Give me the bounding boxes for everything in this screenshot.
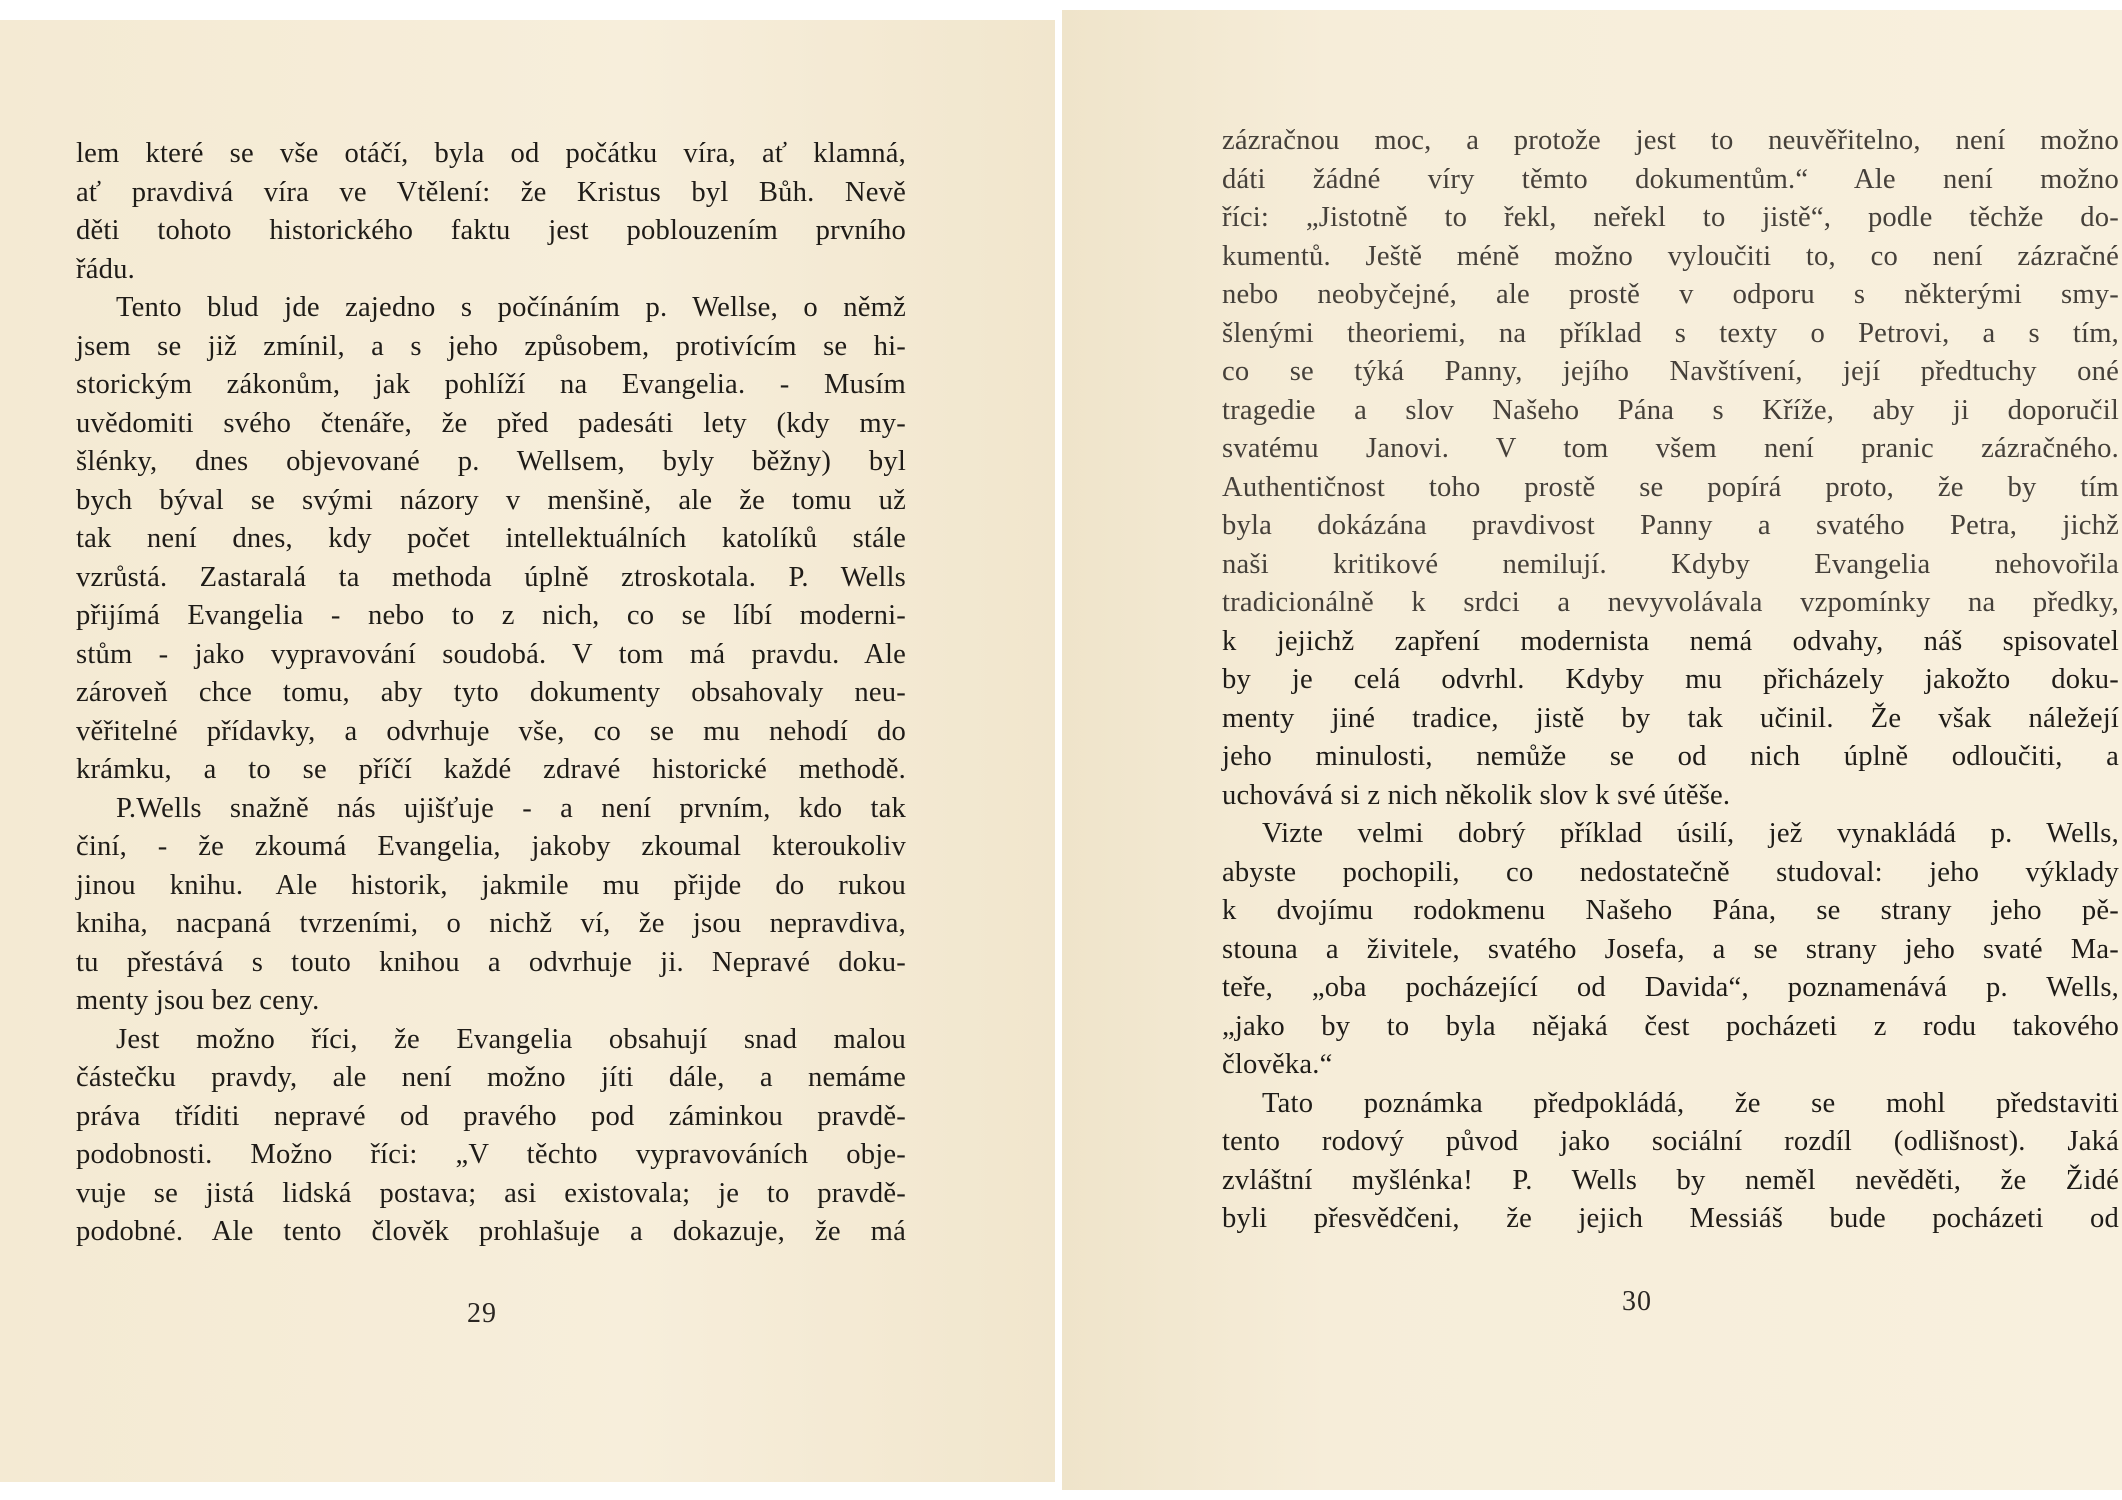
- text-line: práva tříditi nepravé od pravého pod záminkou pravdě-: [76, 1100, 906, 1132]
- text-line: naši kritikové nemilují. Kdyby Evangelia nehovořila: [1222, 548, 2119, 580]
- text-line: zároveň chce tomu, aby tyto dokumenty obsahovaly neu-: [76, 677, 906, 708]
- text-line: kniha, nacpaná tvrzeními, o nichž ví, že jsou nepravdiva,: [76, 908, 906, 939]
- text-line: přijímá Evangelia - nebo to z nich, co se líbí moderni-: [76, 600, 906, 631]
- left-page-text: [76, 135, 906, 1252]
- text-line: šlénky, dnes objevované p. Wellsem, byly běžny) byl: [76, 446, 906, 477]
- text-line: zázračnou moc, a protože jest to neuvěřitelno, není možno: [1222, 125, 2119, 156]
- text-line: k jejichž zapření modernista nemá odvahy, náš spisovatel: [1222, 625, 2119, 657]
- text-line: k dvojímu rodokmenu Našeho Pána, se strany jeho pě-: [1222, 895, 2119, 926]
- text-line: jinou knihu. Ale historik, jakmile mu přijde do rukou: [76, 869, 906, 901]
- text-line: děti tohoto historického faktu jest poblouzením prvního: [76, 215, 906, 246]
- text-line: stouna a živitele, svatého Josefa, a se strany jeho svaté Ma-: [1222, 933, 2119, 965]
- text-line: „jako by to byla nějaká čest pocházeti z rodu takového: [1222, 1010, 2119, 1042]
- text-line: ať pravdivá víra ve Vtělení: že Kristus byl Bůh. Nevě: [76, 176, 906, 208]
- text-line: storickým zákonům, jak pohlíží na Evangelia. - Musím: [76, 369, 906, 400]
- text-line: bych býval se svými názory v menšině, ale že tomu už: [76, 484, 906, 516]
- text-line: krámku, a to se příčí každé zdravé historické methodě.: [76, 754, 906, 785]
- text-line: byla dokázána pravdivost Panny a svatého Petra, jichž: [1222, 510, 2119, 541]
- text-line: abyste pochopili, co nedostatečně studoval: jeho výklady: [1222, 856, 2119, 888]
- text-line: řádu.: [76, 253, 135, 285]
- text-line: P.Wells snažně nás ujišťuje - a není prvním, kdo tak: [116, 792, 906, 824]
- text-line: menty jsou bez ceny.: [76, 985, 320, 1016]
- text-line: Authentičnost toho prostě se popírá proto, že by tím: [1222, 471, 2119, 503]
- text-line: Tento blud jde zajedno s počínáním p. Wellse, o němž: [116, 292, 906, 323]
- text-line: byli přesvědčeni, že jejich Messiáš bude pocházeti od: [1222, 1203, 2119, 1234]
- text-line: uchovává si z nich několik slov k své útěše.: [1222, 779, 1731, 811]
- text-line: Vizte velmi dobrý příklad úsilí, jež vynakládá p. Wells,: [1262, 818, 2119, 849]
- text-line: co se týká Panny, jejího Navštívení, její předtuchy oné: [1222, 356, 2119, 387]
- text-line: tu přestává s touto knihou a odvrhuje ji. Nepravé doku-: [76, 946, 906, 978]
- right-page-text: [1222, 122, 2119, 1239]
- text-line: uvědomiti svého čtenáře, že před padesáti lety (kdy my-: [76, 407, 906, 439]
- text-line: Tato poznámka předpokládá, že se mohl představiti: [1262, 1087, 2119, 1119]
- text-line: lem které se vše otáčí, byla od počátku víra, ať klamná,: [76, 138, 906, 169]
- text-line: činí, - že zkoumá Evangelia, jakoby zkoumal kteroukoliv: [76, 831, 906, 862]
- text-line: podobnosti. Možno říci: „V těchto vypravováních obje-: [76, 1139, 906, 1170]
- text-line: svatému Janovi. V tom všem není pranic zázračného.: [1222, 433, 2119, 464]
- right-page: [1062, 10, 2122, 1490]
- text-line: menty jiné tradice, jistě by tak učinil. Že však náležejí: [1222, 702, 2119, 734]
- text-line: člověka.“: [1222, 1049, 1333, 1080]
- text-line: dáti žádné víry těmto dokumentům.“ Ale není možno: [1222, 163, 2119, 195]
- page-number: 30: [1622, 1286, 1652, 1317]
- text-line: stům - jako vypravování soudobá. V tom má pravdu. Ale: [76, 638, 906, 670]
- text-line: tradicionálně k srdci a nevyvolávala vzpomínky na předky,: [1222, 587, 2119, 618]
- text-line: tak není dnes, kdy počet intellektuálních katolíků stále: [76, 523, 906, 554]
- text-line: tragedie a slov Našeho Pána s Kříže, aby ji doporučil: [1222, 394, 2119, 426]
- text-line: Jest možno říci, že Evangelia obsahují snad malou: [116, 1023, 906, 1055]
- text-line: teře, „oba pocházející od Davida“, poznamenává p. Wells,: [1222, 972, 2119, 1003]
- text-line: vzrůstá. Zastaralá ta methoda úplně ztroskotala. P. Wells: [76, 561, 906, 593]
- text-line: věřitelné přídavky, a odvrhuje vše, co se mu nehodí do: [76, 715, 906, 747]
- text-line: kumentů. Ještě méně možno vyloučiti to, co není zázračné: [1222, 240, 2119, 272]
- text-line: zvláštní myšlénka! P. Wells by neměl nevěděti, že Židé: [1222, 1164, 2119, 1196]
- text-line: podobné. Ale tento člověk prohlašuje a dokazuje, že má: [76, 1216, 906, 1247]
- left-page: [0, 20, 1055, 1482]
- text-line: by je celá odvrhl. Kdyby mu přicházely jakožto doku-: [1222, 664, 2119, 695]
- text-line: jeho minulosti, nemůže se od nich úplně odloučiti, a: [1222, 741, 2119, 772]
- text-line: říci: „Jistotně to řekl, neřekl to jistě“, podle těchže do-: [1222, 202, 2119, 233]
- text-line: tento rodový původ jako sociální rozdíl (odlišnost). Jaká: [1222, 1126, 2119, 1157]
- text-line: vuje se jistá lidská postava; asi existovala; je to pravdě-: [76, 1177, 906, 1209]
- text-line: šlenými theoriemi, na příklad s texty o Petrovi, a s tím,: [1222, 317, 2119, 349]
- text-line: nebo neobyčejné, ale prostě v odporu s některými smy-: [1222, 279, 2119, 310]
- page-number: 29: [467, 1298, 497, 1329]
- text-line: jsem se již zmínil, a s jeho způsobem, protivícím se hi-: [76, 330, 906, 362]
- text-line: částečku pravdy, ale není možno jíti dále, a nemáme: [76, 1062, 906, 1093]
